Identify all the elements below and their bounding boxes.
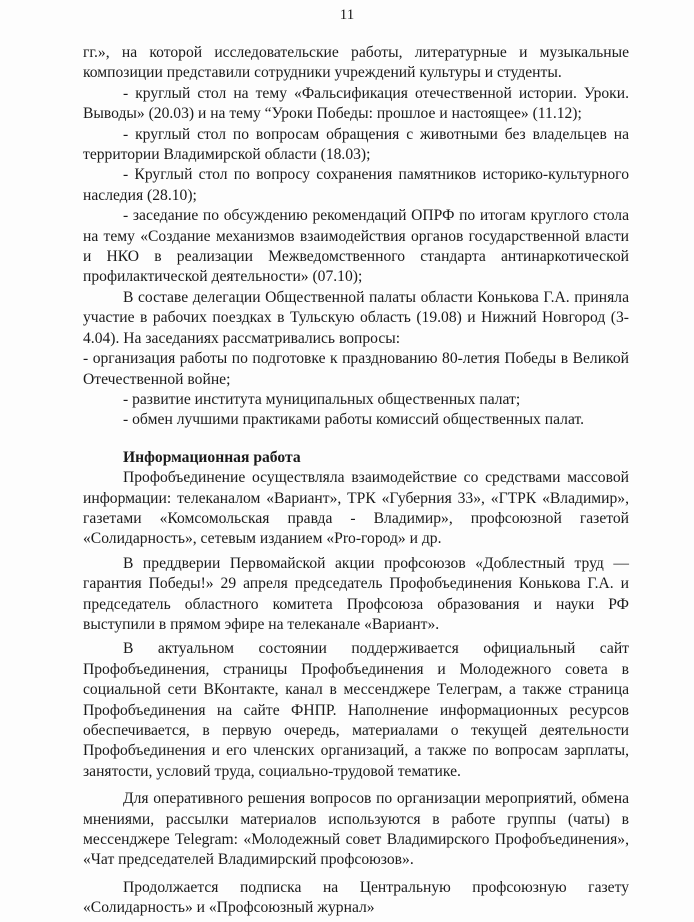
paragraph-continuation: гг.», на которой исследовательские работы, литературные и музыкальные композиции представили сотрудники учреждений культуры и студенты. — [83, 44, 629, 82]
page-number: 11 — [339, 7, 355, 23]
section-heading: Информационная работа — [123, 448, 301, 466]
list-item: - заседание по обсуждению рекомендаций ОПРФ по итогам круглого стола на тему «Создание механизмов взаимодействия органов государственной власти и НКО в реализации Межведомственного стандарта антинаркотической профилактической деятельности» (07.10); — [83, 207, 629, 286]
paragraph: В актуальном состоянии поддерживается официальный сайт Профобъединения, страницы Профобъединения и Молодежного совета в социальной сети ВКонтакте, канал в мессенджере Телеграм, а также страница Профобъединения на сайте ФНПР. Наполнение информационных ресурсов обеспечивается, в первую очередь, материалами о текущей деятельности Профобъединения и его членских организаций, а также по вопросам зарплаты, занятости, условий труда, социально-трудовой тематике. — [83, 640, 629, 780]
paragraph: В преддверии Первомайской акции профсоюзов «Доблестный труд — гарантия Победы!» 29 апреля председатель Профобъединения Конькова Г.А. и председатель областного комитета Профсоюза образования и науки РФ выступили в прямом эфире на телеканале «Вариант». — [83, 554, 629, 633]
paragraph: Профобъединение осуществляла взаимодействие со средствами массовой информации: телеканалом «Вариант», ТРК «Губерния 33», «ГТРК «Владимир», газетами «Комсомольская правда - Владимир», профсоюзной газетой «Солидарность», сетевым изданием «Pro-город» и др. — [83, 469, 629, 548]
list-item: - круглый стол по вопросам обращения с животными без владельцев на территории Владимирской области (18.03); — [83, 125, 629, 164]
list-item: - развитие института муниципальных общественных палат; — [123, 390, 521, 408]
paragraph: Продолжается подписка на Центральную профсоюзную газету «Солидарность» и «Профсоюзный журнал» — [83, 878, 629, 917]
list-item: - организация работы по подготовке к празднованию 80-летия Победы в Великой Отечественной войне; — [83, 350, 629, 388]
list-item: - Круглый стол по вопросу сохранения памятников историко-культурного наследия (28.10); — [83, 166, 629, 204]
list-item: - обмен лучшими практиками работы комиссий общественных палат. — [123, 411, 584, 429]
page-body — [83, 43, 629, 919]
list-item: - круглый стол на тему «Фальсификация отечественной истории. Уроки. Выводы» (20.03) и на тему “Уроки Победы: прошлое и настоящее» (11.12); — [83, 84, 629, 123]
paragraph: В составе делегации Общественной палаты области Конькова Г.А. приняла участие в рабочих поездках в Тульскую область (19.08) и Нижний Новгород (3-4.04). На заседаниях рассматривались вопросы: — [83, 288, 629, 347]
paragraph: Для оперативного решения вопросов по организации мероприятий, обмена мнениями, рассылки материалов используются в работе группы (чаты) в мессенджере Telegram: «Молодежный совет Владимирского Профобъединения», «Чат председателей Владимирский профсоюзов». — [83, 790, 629, 869]
